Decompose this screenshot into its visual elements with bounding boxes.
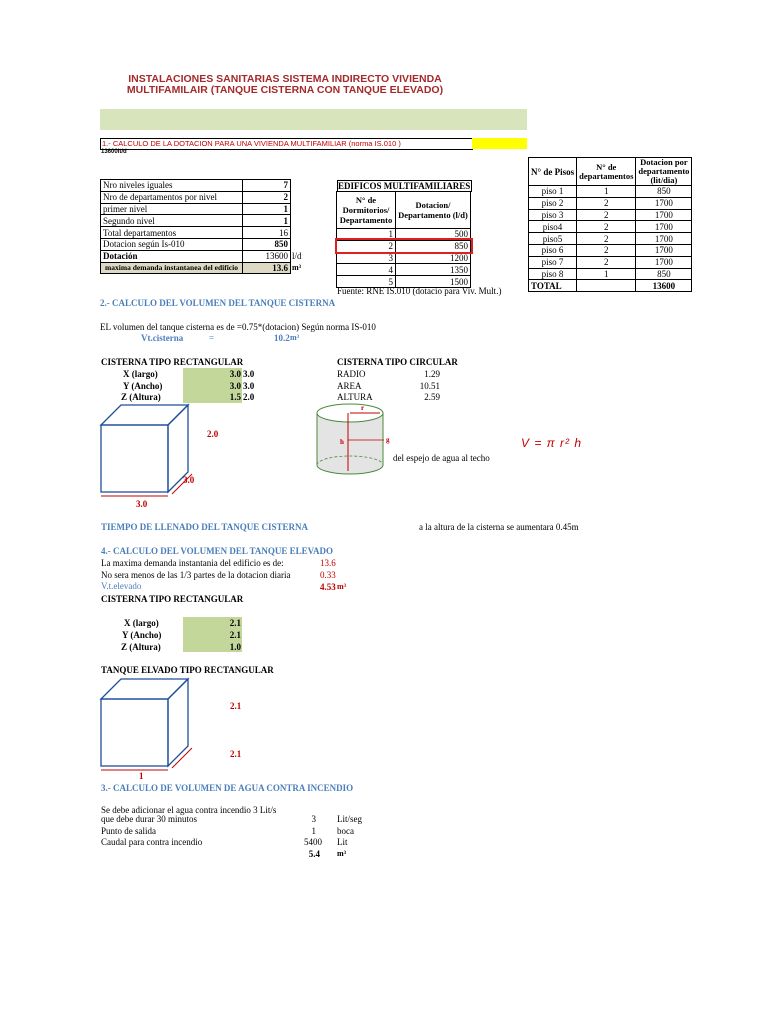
edificios-dorm: 3 [337, 252, 396, 264]
section3-label: Punto de salida [101, 826, 156, 836]
table-row [101, 191, 291, 203]
pisos-piso: piso4 [529, 221, 577, 233]
tank-dim-label: Y (Ancho) [122, 630, 162, 640]
title-line1: INSTALACIONES SANITARIAS SISTEMA INDIRECTO VIVIENDA [128, 73, 442, 85]
pisos-dep: 2 [577, 256, 636, 268]
cisterna-circ-value: 2.59 [424, 392, 440, 402]
section1-subnote: 13600lt/d [101, 149, 127, 155]
edificios-dot: 500 [396, 229, 471, 241]
cisterna-rect-v2: 2.0 [243, 392, 255, 402]
pisos-dot: 1700 [636, 221, 692, 233]
vcisterna-label: Vt.cisterna [141, 333, 184, 343]
edificios-table [336, 191, 471, 288]
vcisterna-value: 10.2 [274, 333, 290, 343]
tank-title: TANQUE ELVADO TIPO RECTANGULAR [101, 665, 274, 675]
pisos-piso: piso 2 [529, 197, 577, 209]
pisos-dep: 2 [577, 244, 636, 256]
param-label: Nro niveles iguales [101, 180, 243, 192]
cisterna-circ-label: ALTURA [337, 392, 373, 400]
table-row [529, 268, 692, 280]
pisos-total-label: TOTAL [529, 280, 577, 292]
table-row [101, 215, 291, 227]
param-label: Total departamentos [101, 227, 243, 239]
velevado-unit: m³ [337, 582, 347, 591]
section3-value: 3 [311, 814, 316, 824]
pisos-piso: piso 8 [529, 268, 577, 280]
section3-total-unit: m³ [337, 849, 347, 858]
pisos-piso: piso 1 [529, 186, 577, 198]
pisos-piso: piso5 [529, 233, 577, 245]
tank-box-diagram [96, 674, 206, 774]
cisterna-rect-title: CISTERNA TIPO RECTANGULAR [101, 357, 244, 367]
section4-label: La maxima demanda instantania del edificio es de: [101, 558, 284, 568]
cisterna-rect-label: X (largo) [123, 369, 158, 379]
table-row [529, 280, 692, 292]
edificios-dorm: 1 [337, 229, 396, 241]
param-label: Nro de departamentos por nivel [101, 191, 243, 203]
pisos-table [528, 157, 692, 292]
section4-rect-title: CISTERNA TIPO RECTANGULAR [101, 594, 244, 604]
tank-dim-side: 2.1 [230, 749, 242, 759]
cisterna-dim-height: 2.0 [207, 429, 219, 439]
section2-text: EL volumen del tanque cisterna es de =0.75*(dotacion) Según norma IS-010 [100, 322, 376, 332]
table-row [529, 233, 692, 245]
params-table [100, 179, 291, 274]
param-label: Segundo nivel [101, 215, 243, 227]
table-row [529, 197, 692, 209]
pisos-dep: 2 [577, 233, 636, 245]
section3-unit: boca [337, 826, 354, 836]
pisos-dep: 2 [577, 221, 636, 233]
edificios-dot: 1200 [396, 252, 471, 264]
pisos-dot: 1700 [636, 233, 692, 245]
table-row [337, 229, 471, 241]
cisterna-rect-label: Y (Ancho) [123, 381, 163, 391]
pisos-piso: piso 3 [529, 209, 577, 221]
pisos-dot: 1700 [636, 256, 692, 268]
table-row [101, 227, 291, 239]
section3-value: 5400 [304, 837, 322, 847]
section3-label: que debe durar 30 minutos [101, 814, 197, 824]
table-row [101, 250, 291, 262]
tank-dim-top: 2.1 [230, 701, 242, 711]
cylinder-note: del espejo de agua al techo [393, 453, 490, 463]
table-row [337, 252, 471, 264]
table-row [529, 209, 692, 221]
pisos-piso: piso 7 [529, 256, 577, 268]
table-row [337, 264, 471, 276]
pisos-dot: 1700 [636, 244, 692, 256]
edificios-dorm: 2 [337, 240, 396, 252]
tank-dim-value: 2.1 [229, 618, 241, 628]
cisterna-rect-label: Z (Altura) [121, 392, 161, 402]
pisos-dot: 850 [636, 186, 692, 198]
pisos-piso: piso 6 [529, 244, 577, 256]
param-value: 16 [243, 227, 291, 239]
section4-header: 4.- CALCULO DEL VOLUMEN DEL TANQUE ELEVADO [101, 546, 333, 556]
velevado-value: 4.53 [320, 582, 336, 592]
section3-header: 3.- CALCULO DE VOLUMEN DE AGUA CONTRA INCENDIO [101, 783, 354, 793]
vcisterna-unit: m³ [290, 333, 300, 342]
section3-total-value: 5.4 [308, 849, 320, 859]
param-value: 7 [243, 180, 291, 192]
section3-label: Caudal para contra incendio [101, 837, 203, 847]
param-value: 13600 [243, 250, 291, 262]
unit-m3: m³ [292, 263, 302, 272]
highlight-yellow [472, 138, 527, 149]
table-row [101, 180, 291, 192]
tank-dim-bottom: 1 [139, 771, 144, 781]
tiempo-note: a la altura de la cisterna se aumentara 0.45m [419, 522, 579, 532]
section1-header: 1.- CALCULO DE LA DOTACION PARA UNA VIVIENDA MULTIFAMILIAR (norma IS.010 ) [100, 138, 473, 150]
tiempo-header: TIEMPO DE LLENADO DEL TANQUE CISTERNA [101, 522, 308, 532]
banner [100, 109, 527, 130]
edificios-dorm: 4 [337, 264, 396, 276]
table-row [529, 158, 692, 186]
tank-dim-label: X (largo) [124, 618, 159, 628]
pisos-total-value: 13600 [636, 280, 692, 292]
section3-value: 1 [311, 826, 316, 836]
table-row [529, 256, 692, 268]
table-row [101, 262, 291, 274]
param-label: primer nivel [101, 203, 243, 215]
param-label: Dotación [101, 250, 243, 262]
pisos-dep: 2 [577, 197, 636, 209]
edificios-col2-header: Dotacion/ Departamento (l/d) [396, 192, 471, 229]
table-row [101, 238, 291, 250]
unit-ld: l/d [292, 251, 302, 261]
vcisterna-eq: = [209, 333, 215, 343]
cisterna-circ-label: AREA [337, 381, 362, 391]
section3-label: Se debe adicionar el agua contra incendio 3 Lit/s [101, 805, 277, 815]
tank-dim-value: 1.0 [229, 642, 241, 652]
pisos-header: Dotacion por departamento (lit/dia) [636, 158, 692, 186]
cylinder-diagram [314, 400, 386, 480]
edificios-title: EDIFICOS MULTIFAMILIARES [338, 181, 471, 191]
pisos-dot: 850 [636, 268, 692, 280]
param-value: 2 [243, 191, 291, 203]
pisos-dep: 2 [577, 209, 636, 221]
cisterna-rect-v2: 3.0 [243, 381, 255, 391]
section3-unit: Lit/seg [337, 814, 362, 824]
edificios-col1-header: N° de Dormitorios/ Departamento [337, 192, 396, 229]
cylinder-h-label: h [340, 438, 344, 446]
edificios-dot: 850 [396, 240, 471, 252]
param-value: 13.6 [243, 262, 291, 274]
cylinder-r-label: r [361, 404, 365, 412]
velevado-label: V.t.elevado [101, 581, 142, 591]
cisterna-circ-label: RADIO [337, 369, 366, 379]
tank-dim-label: Z (Altura) [121, 642, 161, 652]
param-value: 850 [243, 238, 291, 250]
cisterna-dim-width: 3.0 [136, 499, 148, 509]
cisterna-box-diagram [96, 400, 206, 500]
table-row [529, 186, 692, 198]
table-row [337, 240, 471, 252]
edificios-dot: 1350 [396, 264, 471, 276]
edificios-dorm: 5 [337, 276, 396, 288]
cisterna-circ-value: 1.29 [424, 369, 440, 379]
cisterna-rect-v1: 1.5 [229, 392, 241, 402]
param-value: 1 [243, 203, 291, 215]
param-label: maxima demanda instantanea del edificio [101, 262, 243, 274]
cisterna-rect-v1: 3.0 [229, 369, 241, 379]
volume-formula: V = π r² h [521, 436, 583, 450]
pisos-dot: 1700 [636, 209, 692, 221]
title-line2: MULTIFAMILAIR (TANQUE CISTERNA CON TANQUE ELEVADO) [126, 84, 444, 96]
edificios-source: Fuente: RNE IS.010 (dotacio para Viv. Mult.) [337, 286, 502, 296]
tank-dim-value: 2.1 [229, 630, 241, 640]
edificios-dot: 1500 [396, 276, 471, 288]
pisos-dep: 1 [577, 268, 636, 280]
table-row [529, 221, 692, 233]
table-row [337, 192, 471, 229]
cisterna-circ-title: CISTERNA TIPO CIRCULAR [337, 357, 458, 367]
cisterna-circ-value: 10.51 [419, 381, 440, 391]
param-value: 1 [243, 215, 291, 227]
cisterna-rect-v2: 3.0 [243, 369, 255, 379]
pisos-total-empty [577, 280, 636, 292]
table-row [101, 203, 291, 215]
section4-value: 13.6 [320, 558, 336, 568]
param-label: Dotacion según Is-010 [101, 238, 243, 250]
section2-header: 2.- CALCULO DEL VOLUMEN DEL TANQUE CISTERNA [100, 298, 336, 308]
cisterna-dim-depth: 3.0 [183, 475, 195, 485]
pisos-header: N° de Pisos [529, 158, 577, 186]
pisos-dot: 1700 [636, 197, 692, 209]
cylinder-g-label: g [386, 436, 390, 444]
section4-label: No sera menos de las 1/3 partes de la dotacion diaria [101, 570, 291, 580]
section3-unit: Lit [337, 837, 348, 847]
section4-value: 0.33 [320, 570, 336, 580]
pisos-header: N° de departamentos [577, 158, 636, 186]
table-row [529, 244, 692, 256]
pisos-dep: 1 [577, 186, 636, 198]
cisterna-rect-v1: 3.0 [229, 381, 241, 391]
